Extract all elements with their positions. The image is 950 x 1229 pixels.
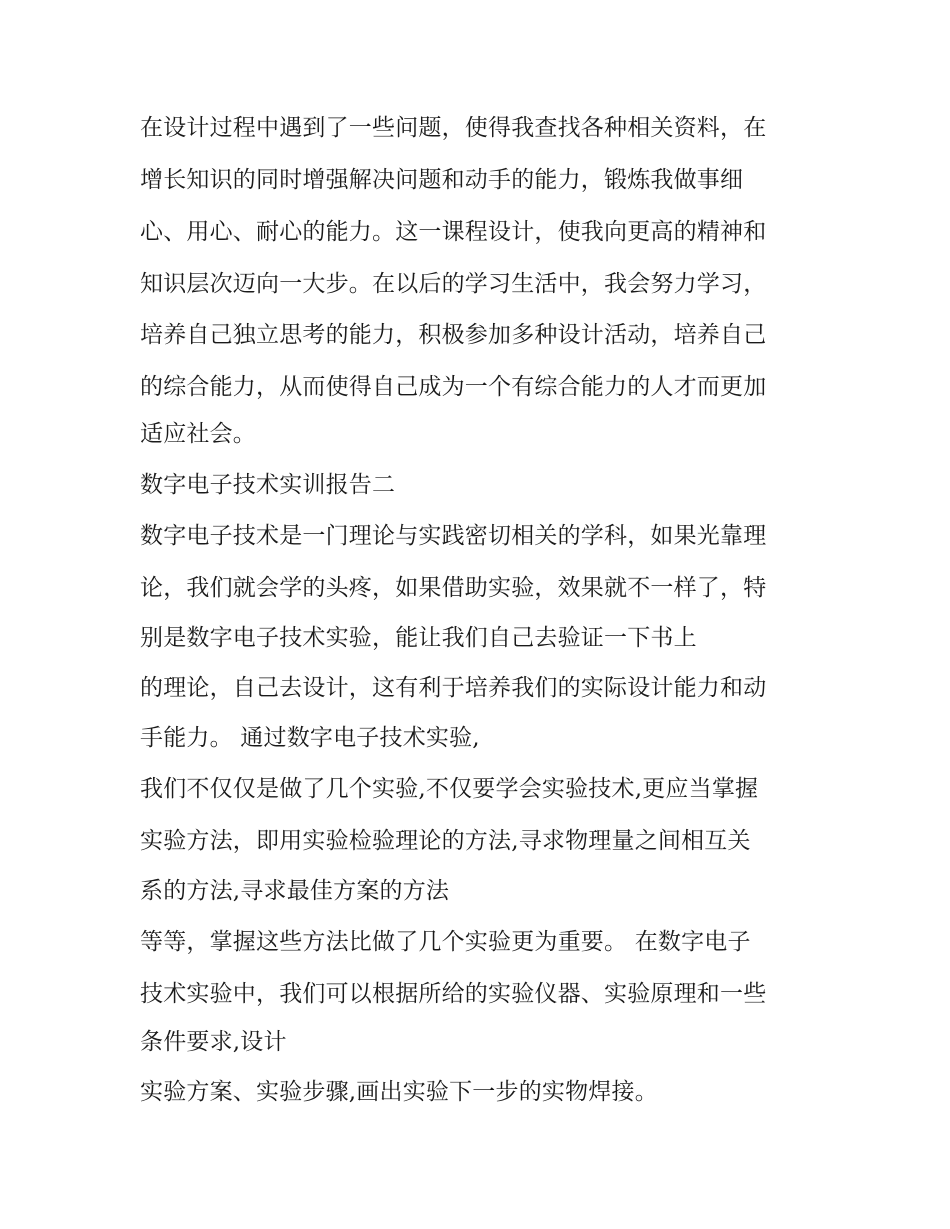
text-line-14: 我们不仅仅是做了几个实验,不仅要学会实验技术,更应当掌握: [140, 776, 759, 802]
text-line-20: 实验方案、实验步骤,画出实验下一步的实物焊接。: [140, 1079, 658, 1105]
text-line-5: 培养自己独立思考的能力，积极参加多种设计活动，培养自己: [140, 322, 767, 348]
text-line-15: 实验方法，即用实验检验理论的方法,寻求物理量之间相互关: [140, 828, 751, 854]
text-line-10: 论，我们就会学的头疼，如果借助实验，效果就不一样了，特: [140, 575, 767, 601]
text-line-9: 数字电子技术是一门理论与实践密切相关的学科，如果光靠理: [140, 523, 767, 549]
text-line-18: 技术实验中，我们可以根据所给的实验仪器、实验原理和一些: [140, 981, 767, 1007]
text-line-1: 在设计过程中遇到了一些问题，使得我查找各种相关资料，在: [140, 115, 767, 141]
text-line-11: 别是数字电子技术实验，能让我们自己去验证一下书上: [140, 625, 697, 651]
text-line-3: 心、用心、耐心的能力。这一课程设计，使我向更高的精神和: [140, 219, 767, 245]
text-line-4: 知识层次迈向一大步。在以后的学习生活中，我会努力学习，: [140, 271, 767, 297]
text-line-19: 条件要求,设计: [140, 1029, 287, 1055]
text-line-7: 适应社会。: [140, 421, 256, 447]
section-heading: 数字电子技术实训报告二: [140, 472, 396, 498]
text-line-12: 的理论，自己去设计，这有利于培养我们的实际设计能力和动: [140, 675, 767, 701]
text-line-16: 系的方法,寻求最佳方案的方法: [140, 878, 450, 904]
text-line-17: 等等，掌握这些方法比做了几个实验更为重要。 在数字电子: [140, 929, 751, 955]
text-line-2: 增长知识的同时增强解决问题和动手的能力，锻炼我做事细: [140, 167, 744, 193]
text-line-6: 的综合能力，从而使得自己成为一个有综合能力的人才而更加: [140, 374, 767, 400]
text-line-13: 手能力。 通过数字电子技术实验,: [140, 725, 480, 751]
